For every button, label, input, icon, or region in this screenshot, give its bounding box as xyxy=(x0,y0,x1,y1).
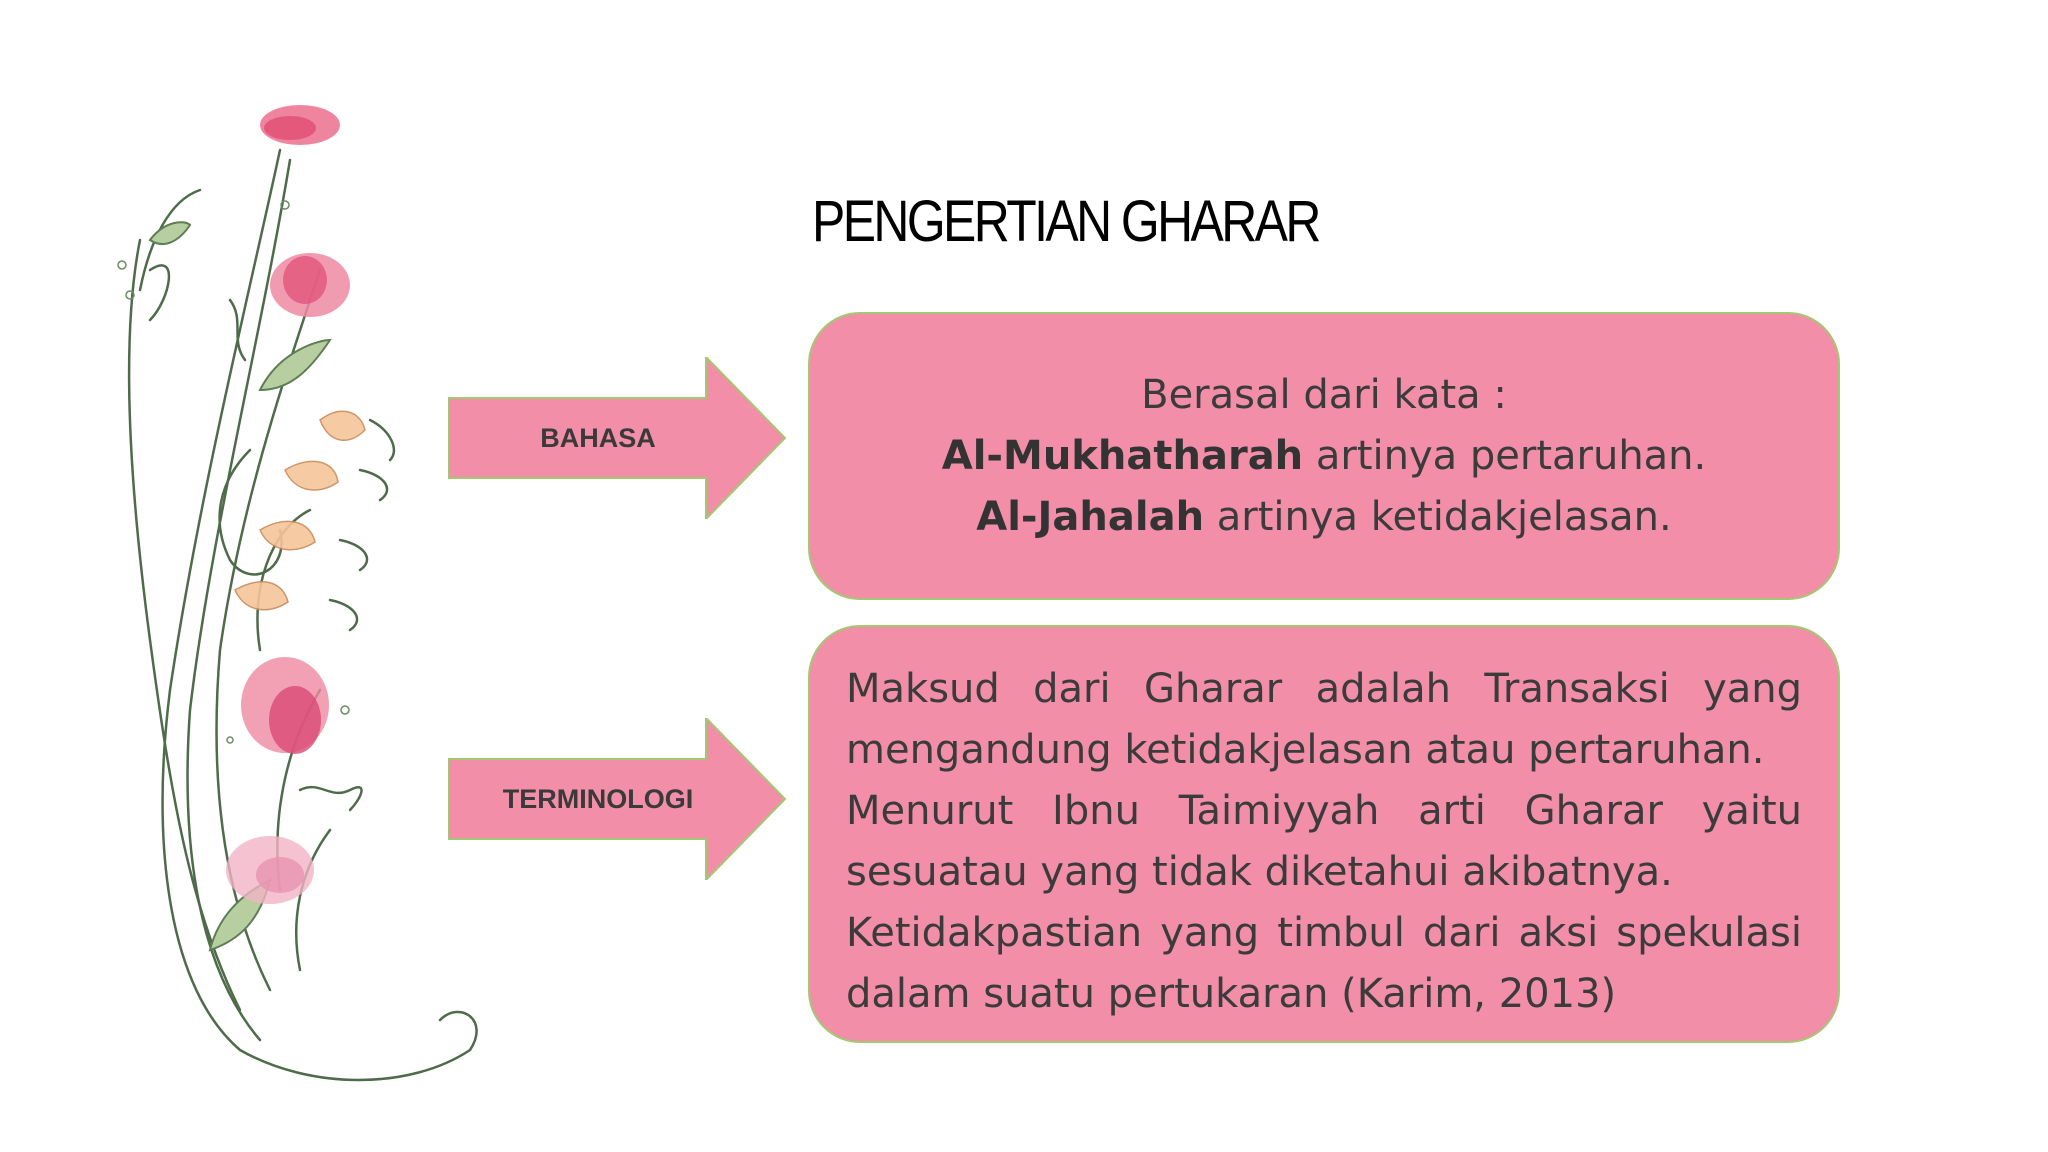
terminologi-box xyxy=(808,625,1840,1043)
bahasa-line-1: Berasal dari kata : xyxy=(1141,371,1507,418)
terminologi-line: Menurut Ibnu Taimiyyah arti Gharar yaitu xyxy=(846,788,1802,834)
bahasa-line-3-rest: artinya ketidakjelasan. xyxy=(1204,493,1672,540)
arrow-terminologi xyxy=(448,718,788,880)
terminologi-line: sesuatau yang tidak diketahui akibatnya. xyxy=(846,849,1673,895)
term-al-jahalah: Al-Jahalah xyxy=(976,493,1205,540)
bahasa-box xyxy=(808,312,1840,600)
terminologi-line: mengandung ketidakjelasan atau pertaruhan. xyxy=(846,727,1765,773)
terminologi-line: dalam suatu pertukaran (Karim, 2013) xyxy=(846,971,1617,1017)
bahasa-line-3 xyxy=(976,487,1672,548)
arrow-label-terminologi: TERMINOLOGI xyxy=(502,783,694,814)
arrow-label-bahasa: BAHASA xyxy=(540,422,656,453)
bahasa-line-2-rest: artinya pertaruhan. xyxy=(1303,432,1707,479)
arrow-bahasa xyxy=(448,357,788,519)
terminologi-line: Ketidakpastian yang timbul dari aksi spekulasi xyxy=(846,910,1802,956)
terminologi-line: Maksud dari Gharar adalah Transaksi yang xyxy=(846,666,1802,712)
bahasa-line-2 xyxy=(942,426,1707,487)
floral-illustration xyxy=(110,90,510,1100)
term-al-mukhatharah: Al-Mukhatharah xyxy=(941,432,1304,479)
slide-title: PENGERTIAN GHARAR xyxy=(812,189,1319,254)
